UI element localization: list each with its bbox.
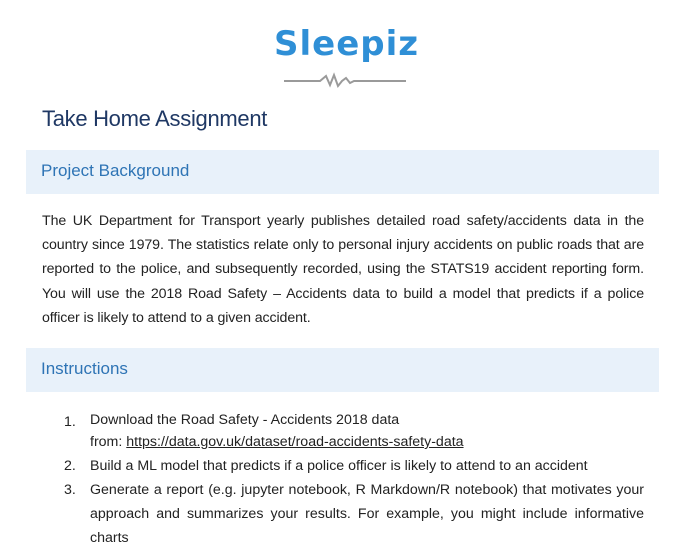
section-header-project-background [26,150,659,194]
list-number: 1. [64,414,76,430]
logo-wordmark: Sleepiz [274,24,420,64]
list-item-text: Generate a report (e.g. jupyter notebook, R Markdown/R notebook) that motivates your approach and summarizes your results. For example, you might include informative charts [90,482,644,546]
section-heading: Project Background [41,161,190,180]
list-number: 3. [64,482,76,498]
background-paragraph: The UK Department for Transport yearly publishes detailed road safety/accidents data in the country since 1979. The statistics relate only to personal injury accidents on public roads that are reported to the police, and subsequently recorded, using the STATS19 accident reporting form. You will use the 2018 Road Safety – Accidents data to build a model that predicts if a police officer is likely to attend to a given accident. [42,213,644,326]
sleepiz-logo [268,20,418,76]
list-item [42,454,644,478]
list-number: 2. [64,458,76,474]
section-heading: Instructions [41,359,128,378]
list-item [42,478,644,550]
instructions-list [42,408,644,550]
document-title: Take Home Assignment [42,106,268,131]
list-item-text: Download the Road Safety - Accidents 2018 data [90,412,400,428]
dataset-link[interactable]: https://data.gov.uk/dataset/road-accidents-safety-data [126,434,464,450]
waveform-icon [284,72,406,90]
section-header-instructions [26,348,659,392]
link-prefix: from: [90,434,127,450]
list-item [42,410,644,454]
list-item-link-line [90,434,464,450]
list-item-text: Build a ML model that predicts if a police officer is likely to attend to an accident [90,458,588,474]
